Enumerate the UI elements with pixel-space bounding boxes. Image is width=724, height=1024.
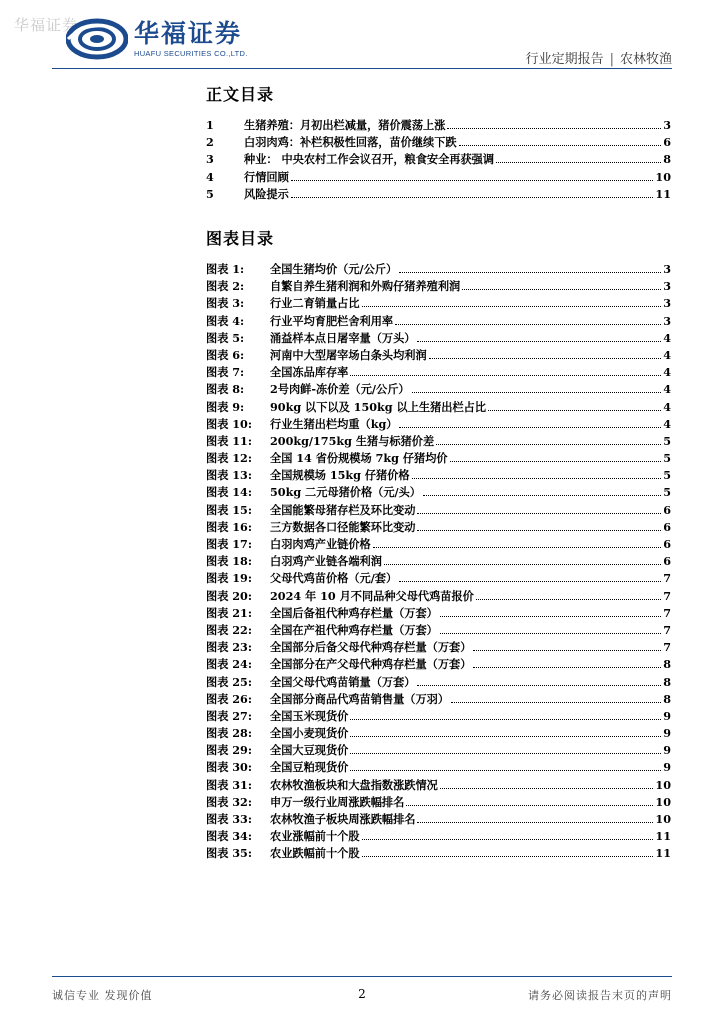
dot-leader <box>399 580 661 582</box>
figure-label: 全国部分在产父母代种鸡存栏量（万套） <box>270 657 472 672</box>
figure-num: 图表 10: <box>206 416 252 431</box>
dot-leader <box>406 804 653 806</box>
figure-label: 父母代鸡苗价格（元/套） <box>270 571 398 586</box>
toc-item[interactable] <box>206 134 671 151</box>
figure-label: 农林牧渔板块和大盘指数涨跌情况 <box>270 777 438 792</box>
figure-label: 全国部分后备父母代种鸡存栏量（万套） <box>270 640 472 655</box>
figure-toc-item[interactable] <box>206 381 671 398</box>
figure-toc-item[interactable] <box>206 725 671 742</box>
dot-leader <box>417 512 661 514</box>
footer-rule <box>52 976 672 977</box>
dot-leader <box>417 821 653 823</box>
toc-page: 3 <box>663 118 671 132</box>
figure-page: 7 <box>663 605 671 620</box>
figure-toc-item[interactable] <box>206 656 671 673</box>
figure-page: 5 <box>663 468 671 483</box>
figure-label: 行业平均育肥栏舍利用率 <box>270 313 394 328</box>
figure-toc-item[interactable] <box>206 794 671 811</box>
figure-page: 10 <box>655 777 671 792</box>
figure-toc-item[interactable] <box>206 519 671 536</box>
figure-label: 全国玉米现货价 <box>270 708 349 723</box>
figure-label: 全国大豆现货价 <box>270 743 349 758</box>
figure-toc-item[interactable] <box>206 484 671 501</box>
dot-leader <box>451 701 661 703</box>
dot-leader <box>412 391 662 393</box>
figure-num: 图表 35: <box>206 846 252 861</box>
figure-toc-item[interactable] <box>206 553 671 570</box>
figure-page: 9 <box>663 743 671 758</box>
figure-label: 全国 14 省份规模场 7kg 仔猪均价 <box>270 451 448 466</box>
figure-toc-item[interactable] <box>206 588 671 605</box>
logo-swirl-icon <box>66 18 128 60</box>
figure-page: 6 <box>663 519 671 534</box>
logo-name-en: HUAFU SECURITIES CO.,LTD. <box>134 49 248 58</box>
figure-page: 4 <box>663 382 671 397</box>
dot-leader <box>447 127 661 129</box>
figure-num: 图表 9: <box>206 399 245 414</box>
dot-leader <box>496 161 661 163</box>
figure-num: 图表 4: <box>206 313 245 328</box>
figure-page: 8 <box>663 657 671 672</box>
figure-page: 8 <box>663 691 671 706</box>
toc-page: 11 <box>655 186 671 201</box>
figure-toc-item[interactable] <box>206 622 671 639</box>
dot-leader <box>350 752 661 754</box>
dot-leader <box>476 598 661 600</box>
figure-toc-item[interactable] <box>206 639 671 656</box>
footer-slogan: 诚信专业 发现价值 <box>52 989 153 1002</box>
dot-leader <box>291 196 654 198</box>
figure-num: 图表 21: <box>206 605 252 620</box>
figure-page: 3 <box>663 262 671 276</box>
figure-page: 7 <box>663 571 671 586</box>
figure-page: 10 <box>655 794 671 809</box>
figure-page: 4 <box>663 365 671 380</box>
figure-label: 200kg/175kg 生猪与标猪价差 <box>270 433 435 448</box>
toc-item[interactable] <box>206 117 671 134</box>
toc-page: 10 <box>655 169 671 184</box>
figure-num: 图表 23: <box>206 640 252 655</box>
dot-leader <box>440 615 661 617</box>
figure-page: 3 <box>663 279 671 294</box>
toc-page: 8 <box>663 152 671 167</box>
figure-num: 图表 5: <box>206 330 245 345</box>
figure-toc-title: 图表目录 <box>206 229 275 248</box>
figure-label: 农业涨幅前十个股 <box>270 829 360 844</box>
figure-num: 图表 34: <box>206 829 252 844</box>
figure-toc-item[interactable] <box>206 605 671 622</box>
figure-label: 自繁自养生猪利润和外购仔猪养殖利润 <box>270 279 461 294</box>
figure-page: 7 <box>663 640 671 655</box>
toc-label: 种业： 中央农村工作会议召开，粮食安全再获强调 <box>244 152 495 167</box>
figure-num: 图表 15: <box>206 502 252 517</box>
figure-num: 图表 6: <box>206 347 245 362</box>
figure-label: 行业生猪出栏均重（kg） <box>270 416 398 431</box>
figure-num: 图表 32: <box>206 794 252 809</box>
figure-page: 8 <box>663 674 671 689</box>
report-type: 行业定期报告 <box>525 52 604 67</box>
figure-num: 图表 18: <box>206 554 252 569</box>
figure-label: 全国生猪均价（元/公斤） <box>270 262 398 276</box>
toc-label: 风险提示 <box>244 186 289 201</box>
figure-num: 图表 1: <box>206 262 245 276</box>
figure-label: 河南中大型屠宰场白条头均利润 <box>270 347 427 362</box>
watermark-text: 华福证券 <box>14 16 79 34</box>
dot-leader <box>362 305 662 307</box>
figure-label: 全国在产祖代种鸡存栏量（万套） <box>270 622 438 637</box>
figure-toc-item[interactable] <box>206 364 671 381</box>
dot-leader <box>429 357 662 359</box>
figure-num: 图表 24: <box>206 657 252 672</box>
figure-num: 图表 27: <box>206 708 252 723</box>
dot-leader <box>417 340 661 342</box>
toc-label: 白羽肉鸡：补栏积极性回落，苗价继续下跌 <box>244 135 457 150</box>
dot-leader <box>384 563 661 565</box>
figure-label: 2024 年 10 月不同品种父母代鸡苗报价 <box>270 588 474 603</box>
dot-leader <box>350 735 661 737</box>
figure-toc-item[interactable] <box>206 502 671 519</box>
figure-num: 图表 7: <box>206 365 245 380</box>
figure-num: 图表 13: <box>206 468 252 483</box>
figure-toc-item[interactable] <box>206 759 671 776</box>
figure-label: 农林牧渔子板块周涨跌幅排名 <box>270 812 416 826</box>
figure-page: 5 <box>663 451 671 466</box>
toc-label: 行情回顾 <box>244 169 289 184</box>
figure-label: 行业二育销量占比 <box>270 296 360 311</box>
figure-num: 图表 8: <box>206 382 245 397</box>
figure-toc-item[interactable] <box>206 278 671 295</box>
figure-label: 涌益样本点日屠宰量（万头） <box>270 330 416 345</box>
toc-item[interactable] <box>206 186 671 203</box>
toc-item[interactable] <box>206 151 671 168</box>
dot-leader <box>423 494 661 496</box>
figure-num: 图表 31: <box>206 777 252 792</box>
figure-page: 7 <box>663 588 671 603</box>
figure-page: 6 <box>663 502 671 517</box>
figure-toc-item[interactable] <box>206 450 671 467</box>
figure-label: 90kg 以下以及 150kg 以上生猪出栏占比 <box>270 399 487 414</box>
figure-page: 9 <box>663 726 671 741</box>
toc-num: 1 <box>206 118 214 132</box>
figure-label: 全国小麦现货价 <box>270 726 349 741</box>
figure-num: 图表 17: <box>206 537 252 551</box>
figure-page: 3 <box>663 296 671 311</box>
figure-toc-item[interactable] <box>206 261 671 278</box>
figure-toc-item[interactable] <box>206 570 671 587</box>
dot-leader <box>440 632 661 634</box>
figure-toc-item[interactable] <box>206 742 671 759</box>
figure-num: 图表 29: <box>206 743 252 758</box>
figure-toc-item[interactable] <box>206 295 671 312</box>
dot-leader <box>350 374 661 376</box>
logo-name-cn: 华福证券 <box>134 19 243 48</box>
figure-num: 图表 19: <box>206 571 252 586</box>
figure-toc-item[interactable] <box>206 828 671 845</box>
figure-num: 图表 3: <box>206 296 245 311</box>
figure-num: 图表 30: <box>206 760 252 775</box>
dot-leader <box>395 323 661 325</box>
figure-num: 图表 26: <box>206 691 252 706</box>
figure-toc-item[interactable] <box>206 433 671 450</box>
figure-page: 4 <box>663 416 671 431</box>
figure-toc-item[interactable] <box>206 674 671 691</box>
figure-page: 9 <box>663 760 671 775</box>
figure-page: 6 <box>663 537 671 551</box>
figure-page: 4 <box>663 330 671 345</box>
figure-toc-item[interactable] <box>206 708 671 725</box>
figure-toc-item[interactable] <box>206 467 671 484</box>
figure-label: 全国冻品库存率 <box>270 365 349 380</box>
dot-leader <box>350 769 661 771</box>
figure-page: 4 <box>663 399 671 414</box>
figure-toc-item[interactable] <box>206 399 671 416</box>
figure-label: 2号肉鲜-冻价差（元/公斤） <box>270 382 410 397</box>
dot-leader <box>488 409 661 411</box>
figure-label: 50kg 二元母猪价格（元/头） <box>270 485 421 500</box>
dot-leader <box>436 443 661 445</box>
dot-leader <box>417 684 661 686</box>
dot-leader <box>399 426 661 428</box>
dot-leader <box>412 477 662 479</box>
figure-num: 图表 2: <box>206 279 245 294</box>
company-logo <box>66 18 248 60</box>
report-sector: 农林牧渔 <box>619 52 672 67</box>
figure-label: 三方数据各口径能繁环比变动 <box>270 519 416 534</box>
toc-num: 3 <box>206 152 214 167</box>
dot-leader <box>450 460 662 462</box>
figure-label: 申万一级行业周涨跌幅排名 <box>270 794 405 809</box>
figure-page: 11 <box>655 829 671 844</box>
figure-num: 图表 16: <box>206 519 252 534</box>
toc-num: 2 <box>206 135 214 150</box>
figure-toc-item[interactable] <box>206 347 671 364</box>
figure-page: 10 <box>655 812 671 826</box>
page-number: 2 <box>358 987 366 1001</box>
dot-leader <box>399 271 661 273</box>
figure-label: 全国后备祖代种鸡存栏量（万套） <box>270 605 438 620</box>
figure-label: 白羽肉鸡产业链价格 <box>270 537 371 551</box>
dot-leader <box>462 288 661 290</box>
figure-toc-item[interactable] <box>206 536 671 553</box>
dot-leader <box>350 718 661 720</box>
figure-label: 全国规模场 15kg 仔猪价格 <box>270 468 410 483</box>
figure-page: 9 <box>663 708 671 723</box>
figure-num: 图表 11: <box>206 433 252 448</box>
figure-toc-item[interactable] <box>206 777 671 794</box>
figure-label: 白羽鸡产业链各端利润 <box>270 554 382 569</box>
figure-toc-item[interactable] <box>206 313 671 330</box>
figure-num: 图表 25: <box>206 674 252 689</box>
main-toc-title: 正文目录 <box>206 85 275 104</box>
footer-disclaimer: 请务必阅读报告末页的声明 <box>528 989 672 1002</box>
toc-num: 4 <box>206 169 214 184</box>
figure-label: 全国部分商品代鸡苗销售量（万羽） <box>270 691 450 706</box>
dot-leader <box>417 529 661 531</box>
figure-num: 图表 12: <box>206 451 252 466</box>
toc-item[interactable] <box>206 169 671 186</box>
header-rule <box>52 68 672 69</box>
figure-page: 7 <box>663 622 671 637</box>
header-divider: | <box>609 52 614 67</box>
dot-leader <box>291 179 654 181</box>
figure-num: 图表 33: <box>206 812 252 826</box>
figure-toc-item[interactable] <box>206 330 671 347</box>
figure-label: 农业跌幅前十个股 <box>270 846 360 861</box>
figure-toc-item[interactable] <box>206 691 671 708</box>
toc-label: 生猪养殖：月初出栏减量，猪价震荡上涨 <box>244 118 446 132</box>
toc-page: 6 <box>663 135 671 150</box>
figure-num: 图表 20: <box>206 588 252 603</box>
figure-label: 全国能繁母猪存栏及环比变动 <box>270 502 416 517</box>
toc-num: 5 <box>206 186 214 201</box>
figure-toc-list <box>206 261 671 863</box>
figure-toc-item[interactable] <box>206 416 671 433</box>
figure-num: 图表 28: <box>206 726 252 741</box>
figure-label: 全国豆粕现货价 <box>270 760 349 775</box>
figure-page: 5 <box>663 433 671 448</box>
figure-page: 6 <box>663 554 671 569</box>
dot-leader <box>373 546 662 548</box>
figure-page: 5 <box>663 485 671 500</box>
figure-page: 4 <box>663 347 671 362</box>
figure-num: 图表 14: <box>206 485 252 500</box>
dot-leader <box>473 666 661 668</box>
dot-leader <box>473 649 661 651</box>
dot-leader <box>440 787 654 789</box>
figure-toc-item[interactable] <box>206 845 671 862</box>
figure-label: 全国父母代鸡苗销量（万套） <box>270 674 416 689</box>
main-toc-list <box>206 117 671 203</box>
dot-leader <box>362 838 654 840</box>
dot-leader <box>362 855 654 857</box>
figure-num: 图表 22: <box>206 622 252 637</box>
dot-leader <box>459 144 662 146</box>
figure-toc-item[interactable] <box>206 811 671 828</box>
report-header-info <box>526 48 672 67</box>
figure-page: 11 <box>655 846 671 861</box>
figure-page: 3 <box>663 313 671 328</box>
